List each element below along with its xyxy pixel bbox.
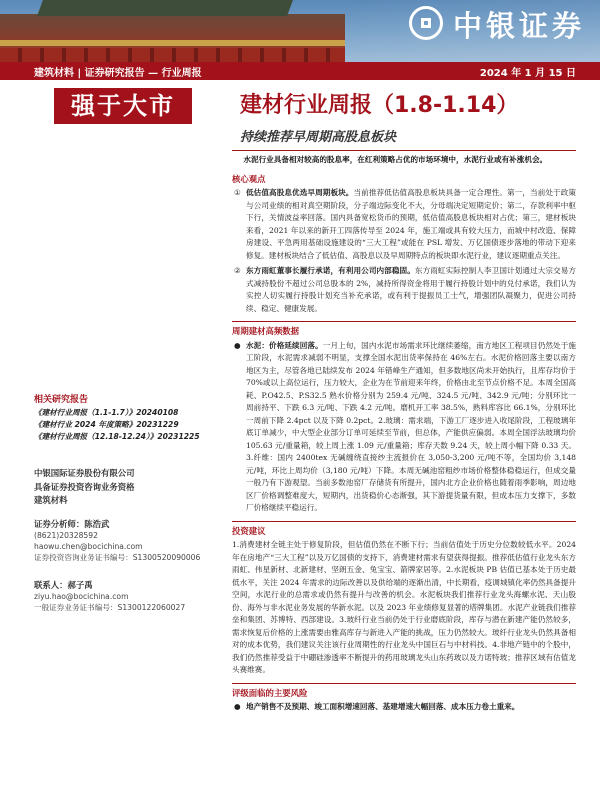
- contact-name: 联系人：郝子禹: [34, 579, 93, 590]
- core-point-lead: 低估值高股息优选早周期板块。: [246, 188, 354, 197]
- analyst-license: 证券投资咨询业务证书编号：S1300520090006: [34, 552, 201, 562]
- logo-area: [345, 0, 600, 62]
- analyst-email[interactable]: haowu.chen@bocichina.com: [34, 541, 143, 551]
- section-core-label: 核心观点: [232, 173, 266, 184]
- header-banner: [0, 0, 600, 62]
- title-divider: [232, 150, 576, 151]
- analyst-name: 证券分析师：陈浩武: [34, 518, 110, 529]
- weekly-lead: 水泥：价格延续回落。: [246, 340, 323, 350]
- bullet-icon: ●: [234, 340, 241, 350]
- bullet-icon: ●: [234, 702, 241, 711]
- related-report-link[interactable]: 《建材行业周报（12.18-12.24）》20231225: [34, 432, 200, 441]
- risk-paragraph: [232, 701, 576, 714]
- related-report-link[interactable]: 《建材行业周报（1.1-1.7）》20240108: [34, 408, 179, 417]
- core-point-lead: 东方雨虹董事长履行承诺，有利用公司内部稳固。: [246, 266, 415, 275]
- risk-text: 地产销售不及预期、竣工面积增速回落、基建增速大幅回落、成本压力卷土重来。: [246, 702, 520, 711]
- roof-band: [0, 40, 345, 46]
- core-point: [232, 187, 576, 262]
- report-date: 2024 年 1 月 15 日: [479, 68, 576, 79]
- contact-email[interactable]: ziyu.hao@bocichina.com: [34, 591, 129, 601]
- summary-text: 水泥行业具备相对较高的股息率，在红利策略占优的市场环境中，水泥行业或有补涨机会。: [243, 155, 548, 164]
- weekly-text: 一月上旬，国内水泥市场需求环比继续萎缩，南方地区工程项目仍然处于施工阶段，水泥需求减弱不明显，支撑全国水泥出货率保持在 46%左右。水泥价格回落主要以南方地区为主，尽管各地已陆续发布 2024 年错峰生产通知，但多数地区尚未开始执行，且库存均价于 70%或以上高位运行，压力较大，企业为在节前迎来年终，价格由北至节点价格不足。本周全国高耗、P.O42.5、P.S32.5 熟水价格分别为 259.4 元/吨、324.5 元/吨、342.9 元/吨；分别环比一周前持平、下跌 6.3 元/吨、下跌 4.2 元/吨。磨机开工率 38.5%，熟料库容比 66.1%，分别环比一周前下降 2.4pct 以及下降 0.2pct。2.玻璃：需求端，下游工厂逐步进入收尾阶段，工程玻璃年底订单减少，中大型企业部分订单可延续至节前，但总体，产能供应偏弱。本周全国浮法玻璃均价 105.63 元/重量箱，较上周上涨 1.09 元/重量箱；库存天数 9.24 天，较上周小幅下降 0.33 天。3.纤维：国内 2400tex 无碱缠绕直接纱主流报价在 3,050-3,200 元/吨不等，全国均价 3,148 元/吨，环比上周均价（3,180 元/吨）下降。本周无碱池窑粗纱市场价格整体稳稳运行，但成交量一般乃有下游观望。当前多数池窑厂存储货有所提升，国内北方企业价格也随着雨季影响，周边地区厂价格调整难度大，短期内，出货稳价心态渐强，其下游提货量有限，但成本压力支撑下，多数厂价格继续平稳运行。: [246, 340, 576, 512]
- core-point-text: 当前推荐低估值高股息板块具备一定合理性。第一，当前处于政策与公司业绩的相对真空期阶段，分子端边际变化不大，分母端决定短期定价；第二，存款利率中枢下行，关情波益率回落。国内具备宽松货币的预期，低估值高股息板块相对占优；第三，建材板块来看，2021 年以来的新开工四落传导至 2024 年，施工端或具有较大压力，而城中村改造、保障房建设、平急两用基础设施建设的“三大工程”或能在 PSL 增发、万亿国债逐步落地的带动下迎来修复。建材板块结合了低估值、高股息以及早周期特点的板块即水泥行业，建议逐期重点关注。: [246, 188, 576, 260]
- contact-license: 一般证券业务证书编号：S1300122060027: [34, 602, 186, 612]
- invest-text: 1.消费建材全链主处于修复阶段，但估值仍然在不断下行；当前估值处于历史分位数较低水平。2024 年在房地产“三大工程”以及万亿国债的支持下，消费建材需求有望获得提振。推荐低估值行业龙头东方雨虹、伟星新材、北新建材、坚朗五金、兔宝宝、箭牌家居等。2.水泥板块 PB 估值已基本处于历史最低水平，关注 2024 年需求的边际改善以及供给端的逐渐出清，中长期看，疫调城镇化率仍然具备提升空间，水泥行业的总需求或仍然有提升与改善的机会。水泥板块我们推荐行业龙头海螺水泥、天山股份、海外与非水泥业务发展的华新水泥。以及 2023 年业绩修复显著的塔牌集团。水泥产业链我们推荐垒和集团、苏博特、西部建设。3.玻纤行业当前仍处于行业磨底阶段，库存与潜在新建产能仍然较多，需求恢复后价格的上涨需要由雅高库存与新进入产能的挑战，压力仍然较大。玻纤行业龙头仍然具备相对的成本优势，我们建议关注该行业周期性的行业龙头中国巨石与中材科技。4.非地产链中的个股中，我们仍然推荐受益于中硼硅渗透率不断提升的药用玻璃龙头山东药玻以及力诺特玻；推荐区域有估值龙头赛维赛。: [232, 540, 576, 674]
- section-risk-label: 评级面临的主要风险: [232, 683, 576, 700]
- core-point-text: 东方雨虹实际控制人李卫国计划通过大宗交易方式减持股份不超过公司总股本的 2%，减持所得资金将用于履行持股计划中的兑付承诺，我们认为实控人切实履行持股计划充当补充承诺，或有利于提振员工士气，增强团队凝聚力，促进公司持续、稳定、健康发展。: [246, 266, 577, 313]
- analyst-phone: (8621)20328592: [34, 530, 98, 540]
- org-line: 中银国际证券股份有限公司: [34, 468, 135, 478]
- section-weekly-label: 周期建材高频数据: [232, 321, 576, 338]
- header-bar: [0, 62, 600, 80]
- breadcrumb: 建筑材料 | 证券研究报告 — 行业周报: [34, 68, 202, 79]
- org-line: 具备证券投资咨询业务资格: [34, 481, 135, 492]
- report-subtitle: 持续推荐早周期高股息板块: [240, 130, 397, 145]
- report-title: 建材行业周报（1.8-1.14）: [240, 93, 519, 118]
- point-marker: ①: [234, 188, 241, 197]
- organization-info: [34, 467, 210, 508]
- palace-roof-image: [0, 14, 345, 62]
- related-report-link[interactable]: 《建材行业 2024 年度策略》20231229: [34, 420, 179, 429]
- rating-badge: 强于大市: [54, 88, 192, 124]
- point-marker: ②: [234, 266, 241, 275]
- section-invest-label: 投资建议: [232, 521, 576, 538]
- sidebar: [34, 392, 210, 613]
- weekly-paragraph: [232, 340, 576, 515]
- logo-text: 中银证券: [453, 9, 586, 43]
- boc-logo-icon: [409, 6, 443, 40]
- roof-columns: [0, 48, 345, 62]
- org-line: 建筑材料: [34, 495, 68, 505]
- core-point: [232, 265, 576, 315]
- related-reports-label: 相关研究报告: [34, 395, 89, 405]
- main-column: [232, 154, 576, 717]
